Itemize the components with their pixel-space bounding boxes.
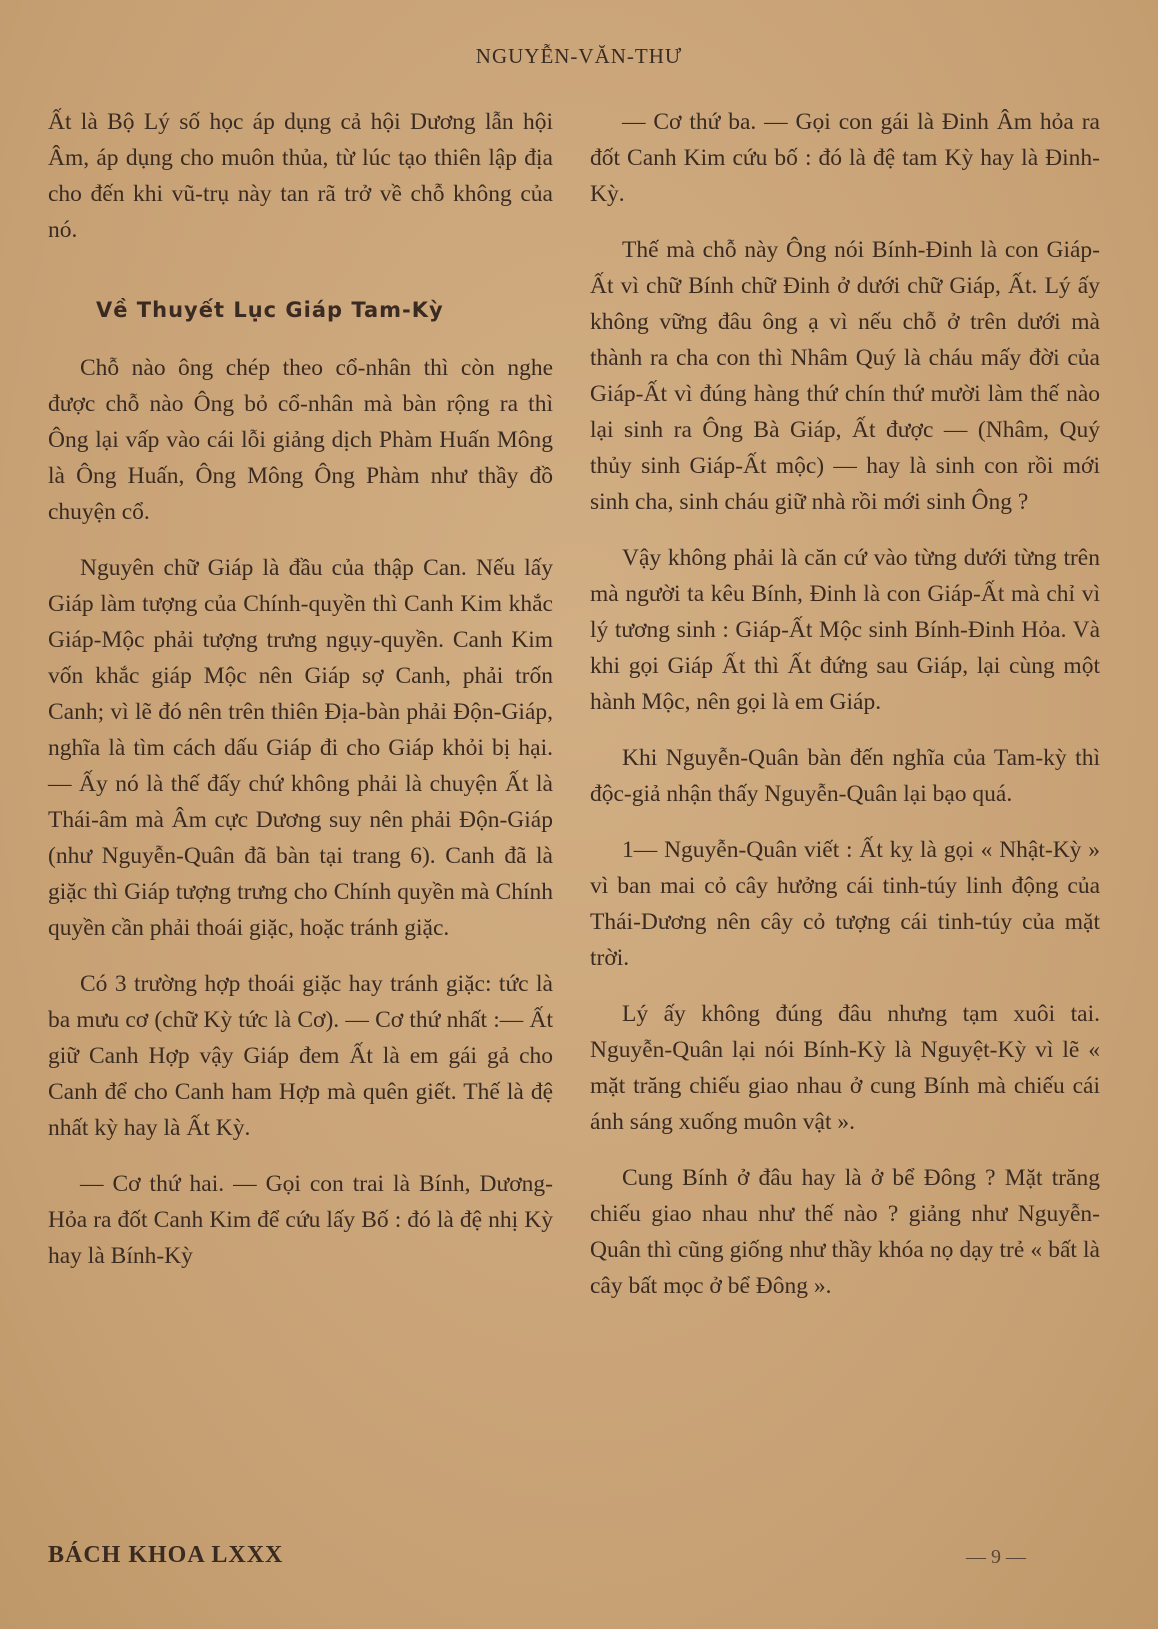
paragraph: — Cơ thứ ba. — Gọi con gái là Đinh Âm hỏa ra đốt Canh Kim cứu bố : đó là đệ tam Kỳ hay là Đinh-Kỳ.: [590, 109, 1100, 207]
paragraph: Lý ấy không đúng đâu nhưng tạm xuôi tai. Nguyễn-Quân lại nói Bính-Kỳ là Nguyệt-Kỳ vì lẽ « mặt trăng chiếu giao nhau ở cung Bính mà chiếu cái ánh sáng xuống muôn vật ».: [590, 1001, 1100, 1135]
running-header: NGUYỄN-VĂN-THƯ: [475, 44, 683, 68]
paragraph: Cung Bính ở đâu hay là ở bể Đông ? Mặt trăng chiếu giao nhau như thế nào ? giảng như Nguyễn-Quân thì cũng giống như thầy khóa nọ dạy trẻ « bất là cây bất mọc ở bể Đông ».: [590, 1165, 1100, 1299]
paragraph: Thế mà chỗ này Ông nói Bính-Đinh là con Giáp-Ất vì chữ Bính chữ Đinh ở dưới chữ Giáp, Ất. Lý ấy không vững đâu ông ạ vì nếu chỗ ở trên dưới mà thành ra cha con thì Nhâm Quý là cháu mấy đời của Giáp-Ất vì đúng hàng thứ chín thứ mười làm thế nào lại sinh ra Ông Bà Giáp, Ất được — (Nhâm, Quý thủy sinh Giáp-Ất mộc) — hay là sinh con rồi mới sinh cha, sinh cháu giữ nhà rồi mới sinh Ông ?: [590, 237, 1100, 515]
paragraph: Khi Nguyễn-Quân bàn đến nghĩa của Tam-kỳ thì độc-giả nhận thấy Nguyễn-Quân lại bạo quá.: [590, 745, 1100, 807]
right-column: [590, 104, 1100, 1324]
paragraph: Nguyên chữ Giáp là đầu của thập Can. Nếu lấy Giáp làm tượng của Chính-quyền thì Canh Kim khắc Giáp-Mộc phải tượng trưng ngụy-quyền. Canh Kim vốn khắc giáp Mộc nên Giáp sợ Canh, phải trốn Canh; vì lẽ đó nên trên thiên Địa-bàn phải Độn-Giáp, nghĩa là tìm cách dấu Giáp đi cho Giáp khỏi bị hại. — Ấy nó là thế đấy chứ không phải là chuyện Ất là Thái-âm mà Âm cực Dương suy nên phải Độn-Giáp (như Nguyễn-Quân đã bàn tại trang 6). Canh đã là giặc thì Giáp tượng trưng cho Chính quyền mà Chính quyền cần phải thoái giặc, hoặc tránh giặc.: [48, 555, 553, 941]
paragraph: Vậy không phải là căn cứ vào từng dưới từng trên mà người ta kêu Bính, Đinh là con Giáp-Ất mà chỉ vì lý tương sinh : Giáp-Ất Mộc sinh Bính-Đinh Hỏa. Và khi gọi Giáp Ất thì Ất đứng sau Giáp, lại cùng một hành Mộc, nên gọi là em Giáp.: [590, 545, 1100, 715]
paragraph: Ất là Bộ Lý số học áp dụng cả hội Dương lẫn hội Âm, áp dụng cho muôn thủa, từ lúc tạo thiên lập địa cho đến khi vũ-trụ này tan rã trở về chỗ không của nó.: [48, 109, 553, 243]
publication-footer: BÁCH KHOA LXXX: [48, 1542, 284, 1568]
paragraph: Chỗ nào ông chép theo cổ-nhân thì còn nghe được chỗ nào Ông bỏ cổ-nhân mà bàn rộng ra thì Ông lại vấp vào cái lỗi giảng dịch Phàm Huấn Mông là Ông Huấn, Ông Mông Ông Phàm như thầy đồ chuyện cổ.: [48, 355, 553, 525]
paragraph: 1— Nguyễn-Quân viết : Ất kỵ là gọi « Nhật-Kỳ » vì ban mai cỏ cây hưởng cái tinh-túy linh động của Thái-Dương nên cây cỏ tượng cái tinh-túy của mặt trời.: [590, 837, 1100, 971]
paragraph: Có 3 trường hợp thoái giặc hay tránh giặc: tức là ba mưu cơ (chữ Kỳ tức là Cơ). — Cơ thứ nhất :— Ất giữ Canh Hợp vậy Giáp đem Ất là em gái gả cho Canh để cho Canh ham Hợp mà quên giết. Thế là đệ nhất kỳ hay là Ất Kỳ.: [48, 971, 553, 1141]
page-number: — 9 —: [966, 1546, 1026, 1568]
left-column: [48, 104, 553, 1294]
section-heading: Về Thuyết Lục Giáp Tam-Kỳ: [96, 298, 444, 322]
paragraph: — Cơ thứ hai. — Gọi con trai là Bính, Dương-Hỏa ra đốt Canh Kim để cứu lấy Bố : đó là đệ nhị Kỳ hay là Bính-Kỳ: [48, 1171, 553, 1269]
